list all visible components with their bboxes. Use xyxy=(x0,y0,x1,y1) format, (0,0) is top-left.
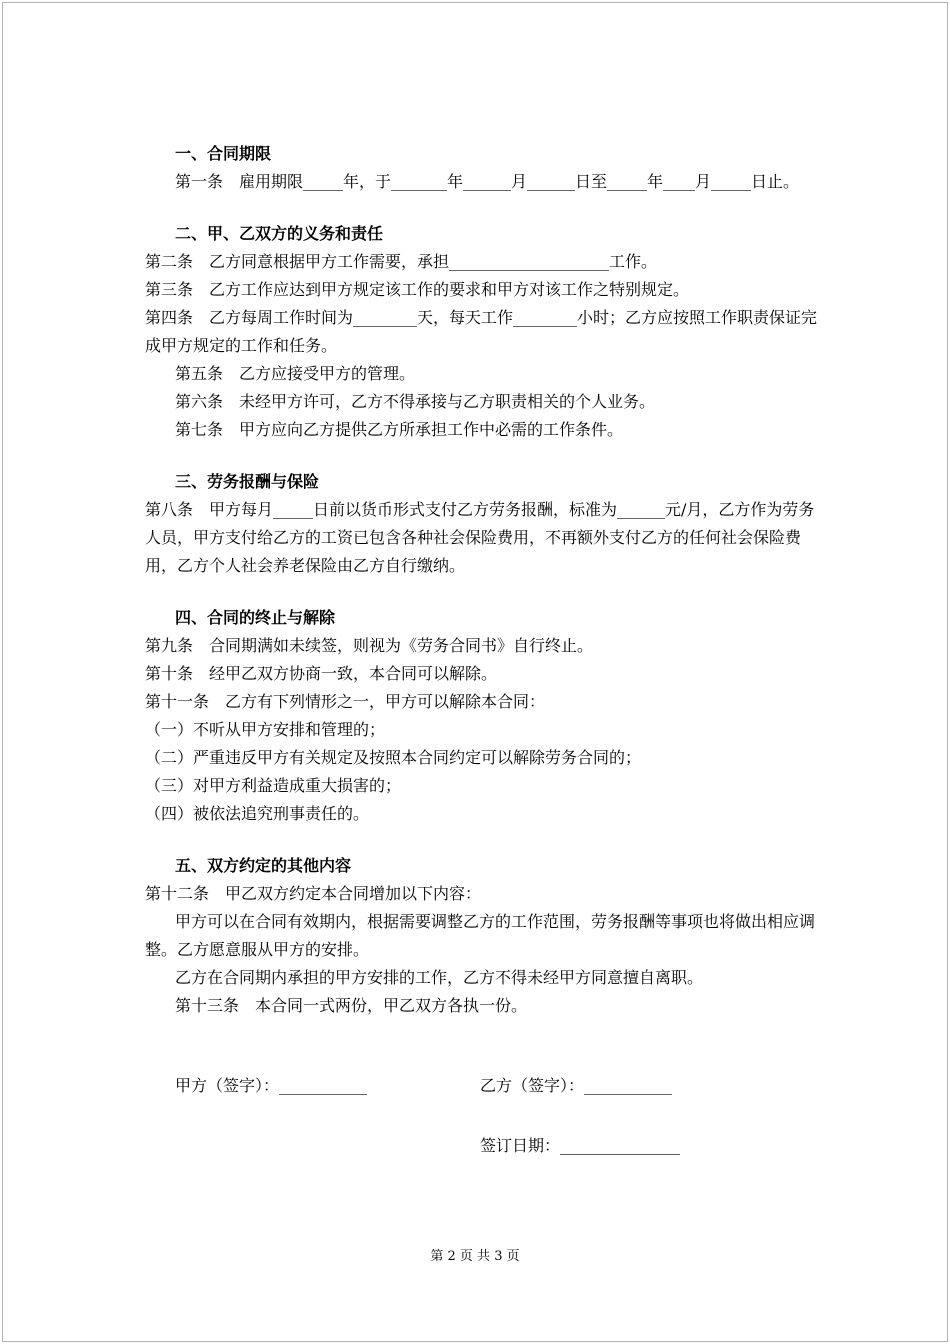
clause-11-item-1: （一）不听从甲方安排和管理的； xyxy=(145,720,386,739)
party-b-signature-line: 乙方（签字）：___________ xyxy=(480,1076,673,1095)
section-heading: 三、劳务报酬与保险 xyxy=(175,472,320,491)
page-footer: 第 2 页 共 3 页 xyxy=(430,1249,520,1264)
clause-11: 第十一条 乙方有下列情形之一，甲方可以解除本合同： xyxy=(145,692,546,711)
section-heading: 二、甲、乙双方的义务和责任 xyxy=(175,224,384,243)
section-heading: 五、双方约定的其他内容 xyxy=(175,856,352,875)
clause-1: 第一条 雇用期限_____年，于_______年______月______日至_____年____月_____日止。 xyxy=(175,172,800,191)
signing-date-row xyxy=(145,1132,820,1160)
section-remuneration-insurance xyxy=(145,468,820,580)
clause-6: 第六条 未经甲方许可，乙方不得承接与乙方职责相关的个人业务。 xyxy=(175,392,656,411)
signing-date-line: 签订日期：_______________ xyxy=(480,1136,681,1155)
section-heading: 一、合同期限 xyxy=(175,144,272,163)
clause-2: 第二条 乙方同意根据甲方工作需要，承担____________________工作。 xyxy=(145,252,658,271)
clause-11-item-2: （二）严重违反甲方有关规定及按照本合同约定可以解除劳务合同的； xyxy=(145,748,642,767)
signature-row xyxy=(145,1072,820,1100)
clause-3: 第三条 乙方工作应达到甲方规定该工作的要求和甲方对该工作之特别规定。 xyxy=(145,280,690,299)
clause-12: 第十二条 甲乙双方约定本合同增加以下内容： xyxy=(145,884,482,903)
section-obligations xyxy=(145,220,820,444)
section-other-agreements xyxy=(145,852,820,1020)
section-termination xyxy=(145,604,820,828)
clause-7: 第七条 甲方应向乙方提供乙方所承担工作中必需的工作条件。 xyxy=(175,420,624,439)
clause-9: 第九条 合同期满如未续签，则视为《劳务合同书》自行终止。 xyxy=(145,636,594,655)
clause-11-item-4: （四）被依法追究刑事责任的。 xyxy=(145,804,370,823)
section-contract-term xyxy=(145,140,820,196)
clause-11-item-3: （三）对甲方利益造成重大损害的； xyxy=(145,776,402,795)
party-a-signature-line: 甲方（签字）：___________ xyxy=(175,1076,368,1095)
clause-12-detail-2: 乙方在合同期内承担的甲方安排的工作，乙方不得未经甲方同意擅自离职。 xyxy=(175,968,704,987)
clause-12-detail-1: 甲方可以在合同有效期内，根据需要调整乙方的工作范围，劳务报酬等事项也将做出相应调整。乙方愿意服从甲方的安排。 xyxy=(145,912,816,959)
clause-5: 第五条 乙方应接受甲方的管理。 xyxy=(175,364,416,383)
clause-4: 第四条 乙方每周工作时间为________天，每天工作________小时；乙方应按照工作职责保证完成甲方规定的工作和任务。 xyxy=(145,308,818,355)
section-heading: 四、合同的终止与解除 xyxy=(175,608,336,627)
clause-8: 第八条 甲方每月_____日前以货币形式支付乙方劳务报酬，标准为______元/月，乙方作为劳务人员，甲方支付给乙方的工资已包含各种社会保险费用，不再额外支付乙方的任何社会保险费用，乙方个人社会养老保险由乙方自行缴纳。 xyxy=(145,500,815,575)
clause-10: 第十条 经甲乙双方协商一致，本合同可以解除。 xyxy=(145,664,498,683)
clause-13: 第十三条 本合同一式两份，甲乙双方各执一份。 xyxy=(175,996,528,1015)
